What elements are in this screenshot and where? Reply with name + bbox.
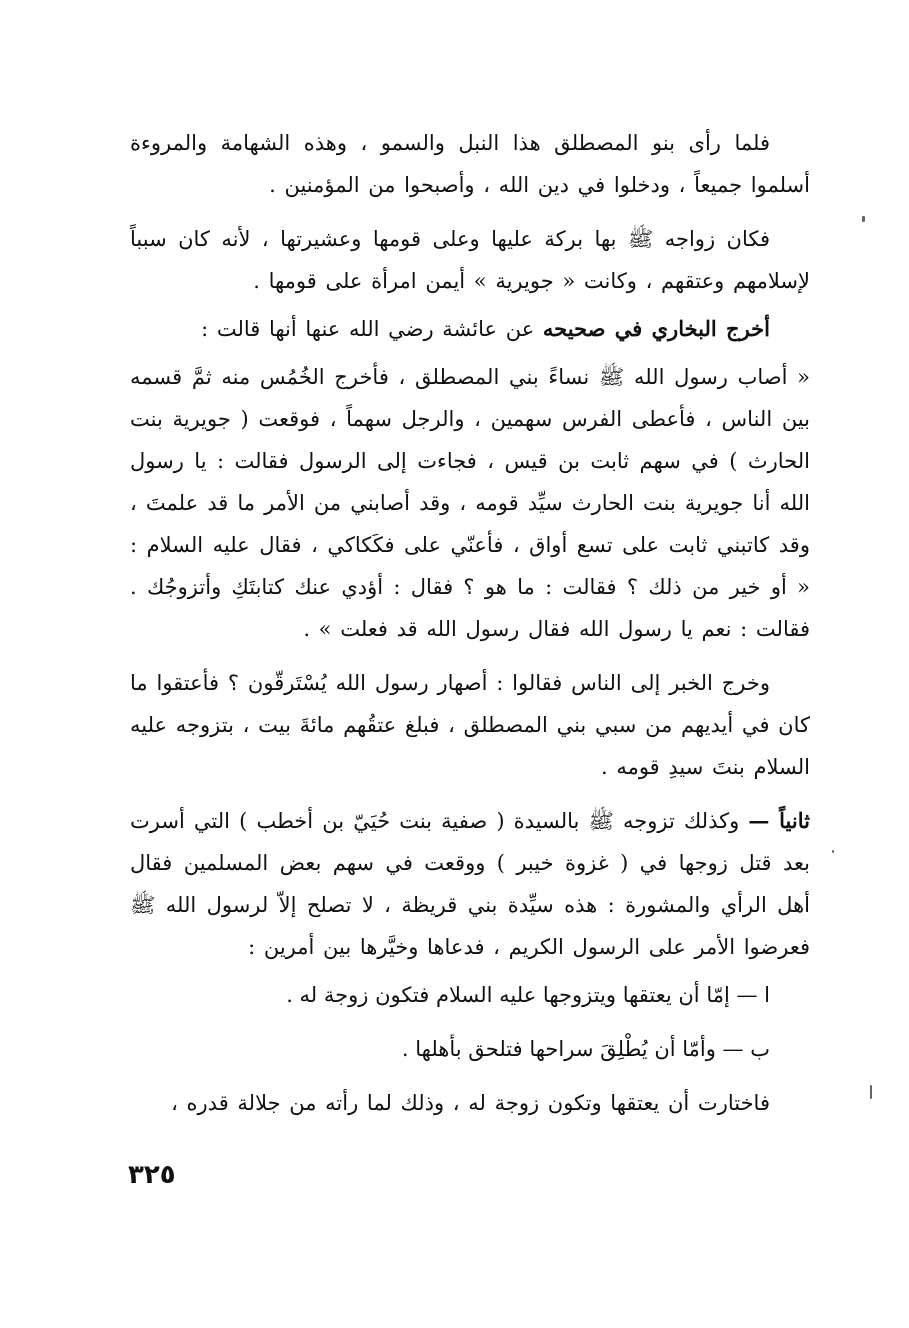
hadith-source-rest: عن عائشة رضي الله عنها أنها قالت : <box>201 317 543 341</box>
second-lead: ثانياً — <box>748 808 810 833</box>
safiyya-text: وكذلك تزوجه ﷺ بالسيدة ( صفية بنت حُيَيّ بن أخطب ) التي أسرت بعد قتل زوجها في ( غزوة خيبر ) ووقعت في سهم بعض المسلمين فقال أهل الرأي والمشورة : هذه سيِّدة بني قريظة ، لا تصلح إلاّ لرسول الله ﷺ فعرضوا الأمر على الرسول الكريم ، فدعاها وخيَّرها بين أمرين : <box>130 809 810 959</box>
option-b: ب — وأمّا أن يُطْلِقَ سراحها فتلحق بأهلها . <box>401 1037 770 1061</box>
scan-speck <box>862 216 865 222</box>
paragraph-hadith-text: « أصاب رسول الله ﷺ نساءً بني المصطلق ، فأخرج الخُمُس منه ثمَّ قسمه بين الناس ، فأعطى الفرس سهمين ، والرجل سهماً ، فوقعت ( جويرية بنت الحارث ) في سهم ثابت بن قيس ، فجاءت إلى الرسول فقالت : يا رسول الله أنا جويرية بنت الحارث سيِّد قومه ، وقد أصابني من الأمر ما قد علمتَ ، وقد كاتبني ثابت على تسع أواق ، فأعنّي على فكَكاكي ، فقال عليه السلام : « أو خير من ذلك ؟ فقالت : ما هو ؟ فقال : أؤدي عنك كتابتَكِ وأتزوجُك . فقالت : نعم يا رسول الله فقال رسول الله قد فعلت » . <box>130 365 810 641</box>
paragraph-hadith-intro <box>130 308 810 350</box>
hadith-source-lead: أخرج البخاري في صحيحه <box>542 316 770 341</box>
scan-speck <box>870 1085 872 1099</box>
option-a: ا — إمّا أن يعتقها ويتزوجها عليه السلام فتكون زوجة له . <box>286 983 770 1007</box>
paragraph-choice: فاختارت أن يعتقها وتكون زوجة له ، وذلك لما رأته من جلالة قدره ، <box>171 1091 770 1115</box>
scan-speck <box>832 850 834 853</box>
paragraph-news-spread: وخرج الخبر إلى الناس فقالوا : أصهار رسول الله يُسْتَرقّون ؟ فأعتقوا ما كان في أيديهم من سبي بني المصطلق ، فبلغ عتقُهم مائةَ بيت ، بتزوجه عليه السلام بنتَ سيدِ قومه . <box>130 671 810 779</box>
page-content <box>130 122 810 1222</box>
paragraph-marriage-blessing: فكان زواجه ﷺ بها بركة عليها وعلى قومها وعشيرتها ، لأنه كان سبباً لإسلامهم وعتقهم ، وكانت « جويرية » أيمن امرأة على قومها . <box>130 227 810 293</box>
paragraph-safiyya <box>130 800 810 968</box>
paragraph-conversion: فلما رأى بنو المصطلق هذا النبل والسمو ، وهذه الشهامة والمروءة أسلموا جميعاً ، ودخلوا في دين الله ، وأصبحوا من المؤمنين . <box>130 131 810 197</box>
page-number: ٣٢٥ <box>128 1160 176 1190</box>
